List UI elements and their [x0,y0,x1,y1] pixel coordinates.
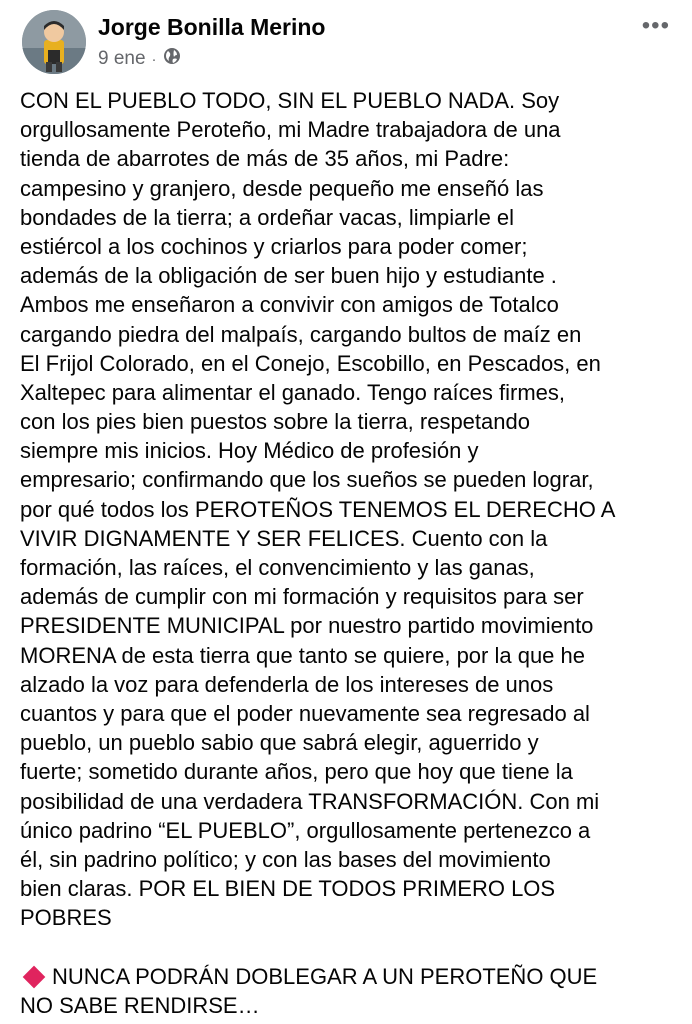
post-text-line: posibilidad de una verdadera TRANSFORMACIÓN. Con mi [20,788,600,814]
post-text-line: cuantos y para que el poder nuevamente sea regresado al [20,700,590,726]
post-text-line: cargando piedra del malpaís, cargando bultos de maíz en [20,321,582,347]
post-text-line: orgullosamente Peroteño, mi Madre trabajadora de una [20,117,561,143]
post-text-line: CON EL PUEBLO TODO, SIN EL PUEBLO NADA. Soy [20,88,560,113]
post-text-line: alzado la voz para defenderla de los intereses de unos [20,671,554,697]
red-diamond-icon [23,965,46,988]
post-text-line: campesino y granjero, desde pequeño me enseñó las [20,175,544,201]
post-text-line: con los pies bien puestos sobre la tierra, respetando [20,409,530,435]
post-text-line: Ambos me enseñaron a convivir con amigos de Totalco [20,292,559,318]
post-meta [98,47,181,71]
post-text-line: PRESIDENTE MUNICIPAL por nuestro partido movimiento [20,613,594,639]
post-text-line: bien claras. POR EL BIEN DE TODOS PRIMERO LOS [20,876,556,902]
author-avatar[interactable] [22,10,86,74]
post-closing [20,962,680,1020]
more-options-icon[interactable]: ••• [641,12,670,39]
closing-text: NUNCA PODRÁN DOBLEGAR A UN PEROTEÑO QUE [52,963,598,989]
post-date[interactable]: 9 ene [98,48,146,69]
post-text-line: tienda de abarrotes de más de 35 años, mi Padre: [20,146,510,172]
post-text-line: pueblo, un pueblo sabio que sabrá elegir, aguerrido y [20,730,539,756]
post-text-line: único padrino “EL PUEBLO”, orgullosamente pertenezco a [20,817,591,843]
post-text-line: él, sin padrino político; y con las bases del movimiento [20,846,551,872]
post-text-line: VIVIR DIGNAMENTE Y SER FELICES. Cuento con la [20,525,548,551]
post-text-line: siempre mis inicios. Hoy Médico de profesión y [20,438,479,464]
post-text-line: empresario; confirmando que los sueños se pueden lograr, [20,467,594,493]
post-paragraph [20,86,680,932]
globe-icon [163,47,181,71]
post-text-line: además de cumplir con mi formación y requisitos para ser [20,584,584,610]
post-body [20,86,680,1020]
post-text-line: por qué todos los PEROTEÑOS TENEMOS EL DERECHO A [20,496,616,522]
post-header [0,0,692,90]
author-name[interactable]: Jorge Bonilla Merino [98,14,326,40]
post-text-line: El Frijol Colorado, en el Conejo, Escobillo, en Pescados, en [20,350,601,376]
post-text-line: POBRES [20,905,112,931]
post-text-line: Xaltepec para alimentar el ganado. Tengo raíces firmes, [20,379,566,405]
post-text-line: estiércol a los cochinos y criarlos para poder comer; [20,233,528,259]
post-text-line: MORENA de esta tierra que tanto se quiere, por la que he [20,642,585,668]
closing-text-line [20,962,680,991]
closing-text-line [20,991,680,1020]
closing-text: NO SABE RENDIRSE… [20,992,260,1018]
post-text-line: además de la obligación de ser buen hijo y estudiante . [20,263,557,289]
meta-separator: · [151,50,157,68]
paragraph-gap [20,932,680,961]
post-text-line: formación, las raíces, el convencimiento y las ganas, [20,555,535,580]
post-text-line: bondades de la tierra; a ordeñar vacas, limpiarle el [20,204,515,230]
post-text-line: fuerte; sometido durante años, pero que hoy que tiene la [20,759,573,785]
